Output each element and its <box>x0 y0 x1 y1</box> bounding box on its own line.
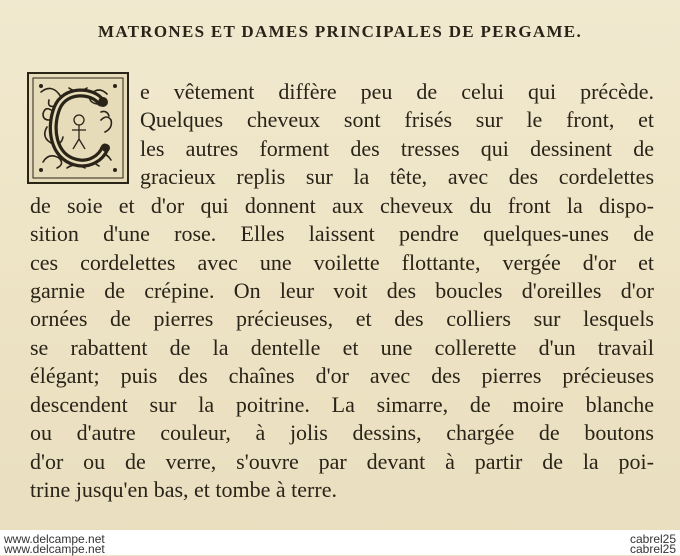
text-line: Quelques cheveux sont frisés sur le front, et <box>140 107 654 132</box>
text-line: ces cordelettes avec une voilette flottante, vergée d'or et <box>30 250 654 275</box>
site-watermark-line: www.delcampe.net <box>4 532 105 546</box>
text-line: ornées de pierres précieuses, et des colliers sur lesquels <box>30 306 654 331</box>
text-line: se rabattent de la dentelle et une collerette d'un travail <box>30 335 654 360</box>
text-line: gracieux replis sur la tête, avec des cordelettes <box>140 164 654 189</box>
text-line: les autres forment des tresses qui dessinent de <box>140 136 654 161</box>
site-watermark <box>4 534 105 554</box>
watermark-footer <box>0 530 680 555</box>
text-line: d'or ou de verre, s'ouvre par devant à partir de la poi- <box>30 449 654 474</box>
text-line: trine jusqu'en bas, et tombe à terre. <box>30 477 337 502</box>
text-line: ou d'autre couleur, à jolis dessins, chargée de boutons <box>30 420 654 445</box>
seller-watermark-line: cabrel25 <box>629 542 676 556</box>
seller-watermark <box>630 534 676 554</box>
text-line: sition d'une rose. Elles laissent pendre quelques-unes de <box>30 221 654 246</box>
seller-watermark-line: cabrel25 <box>629 532 676 546</box>
text-line: élégant; puis des chaînes d'or avec des pierres précieuses <box>30 363 654 388</box>
text-line: garnie de crépine. On leur voit des boucles d'oreilles d'or <box>30 278 654 303</box>
site-watermark-line: www.delcampe.net <box>4 542 105 556</box>
text-line: de soie et d'or qui donnent aux cheveux du front la dispo- <box>30 193 654 218</box>
text-line: descendent sur la poitrine. La simarre, de moire blanche <box>30 392 654 417</box>
page-title: MATRONES ET DAMES PRINCIPALES DE PERGAME. <box>97 22 582 41</box>
text-line: e vêtement diffère peu de celui qui précède. <box>140 79 654 104</box>
